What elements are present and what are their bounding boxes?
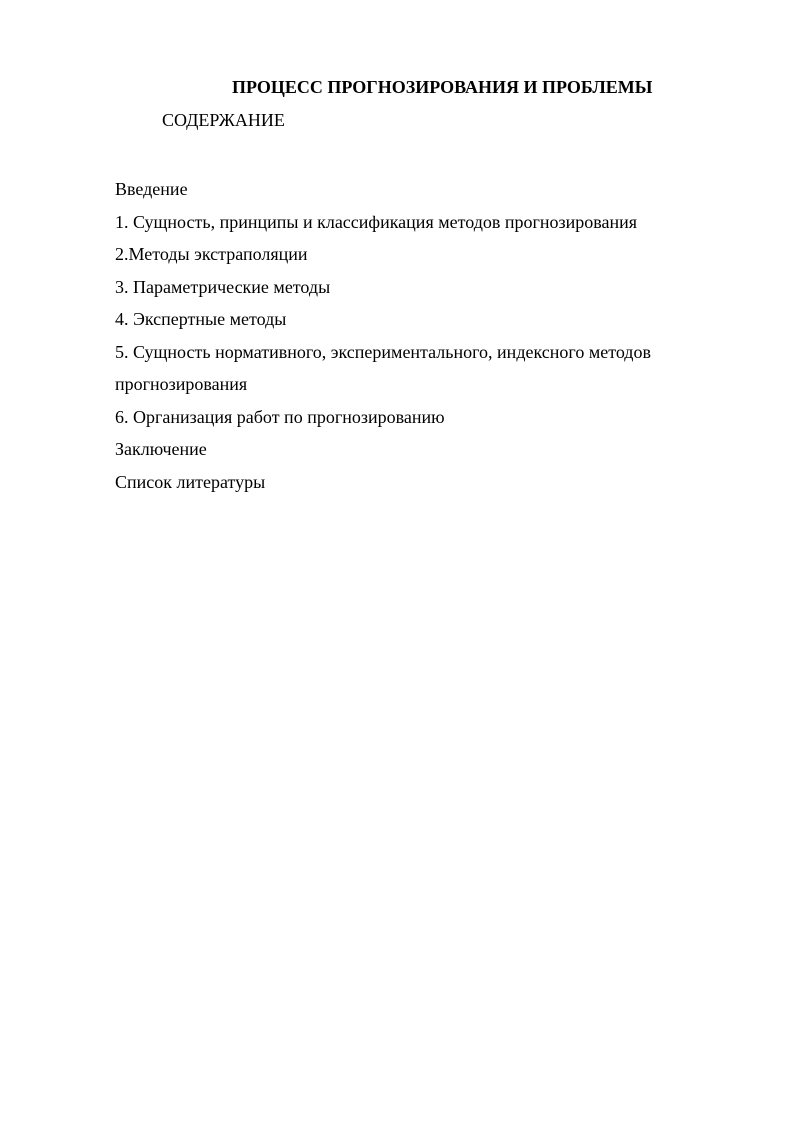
toc-item-chapter-1: 1. Сущность, принципы и классификация методов прогнозирования (115, 211, 638, 232)
toc-item-chapter-6: 6. Организация работ по прогнозированию (115, 406, 445, 427)
toc-item-references: Список литературы (115, 471, 266, 492)
toc-item-chapter-3: 3. Параметрические методы (115, 276, 331, 297)
toc-item-chapter-5-continuation: прогнозирования (115, 374, 248, 394)
toc-item-chapter-2: 2.Методы экстраполяции (115, 244, 308, 264)
toc-heading: СОДЕРЖАНИЕ (162, 110, 285, 130)
toc-item-conclusion: Заключение (115, 439, 207, 459)
toc-item-chapter-5: 5. Сущность нормативного, экспериментального, индексного методов (115, 341, 651, 362)
table-of-contents (115, 173, 695, 498)
toc-item-chapter-4: 4. Экспертные методы (115, 309, 287, 329)
document-title: ПРОЦЕСС ПРОГНОЗИРОВАНИЯ И ПРОБЛЕМЫ (232, 77, 653, 97)
toc-item-introduction: Введение (115, 179, 188, 199)
